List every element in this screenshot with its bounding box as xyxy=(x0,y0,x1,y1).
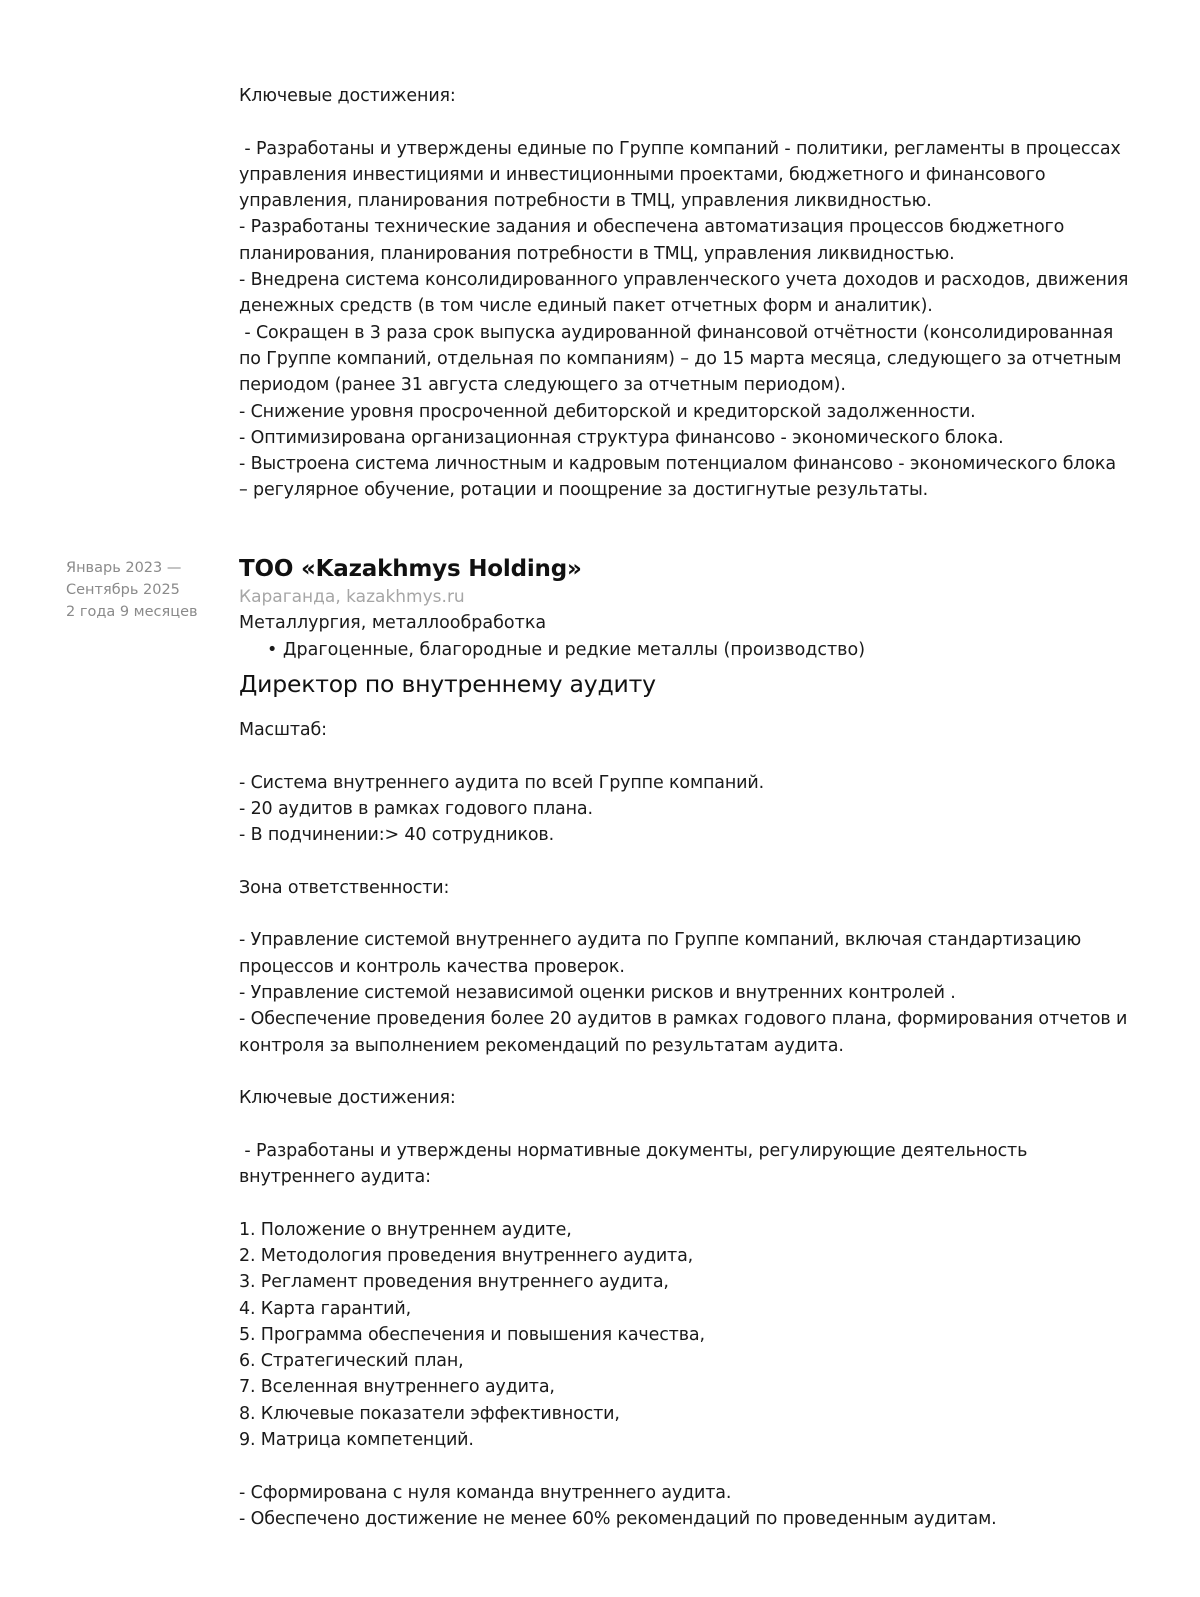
achievement-line: - Внедрена система консолидированного управленческого учета доходов и расходов, движения xyxy=(239,270,1129,291)
responsibility-heading: Зона ответственности: xyxy=(239,877,450,898)
period-end: Сентябрь 2025 xyxy=(66,582,180,598)
responsibility-line: - Управление системой внутреннего аудита по Группе компаний, включая стандартизацию xyxy=(239,930,1082,951)
document-item: 1. Положение о внутреннем аудите, xyxy=(239,1219,572,1240)
period-start: Январь 2023 — xyxy=(66,560,182,576)
achievement-line: управления, планирования потребности в ТМЦ, управления ликвидностью. xyxy=(239,191,932,212)
final-achievement-line: - Сформирована с нуля команда внутреннего аудита. xyxy=(239,1482,732,1503)
period-duration: 2 года 9 месяцев xyxy=(66,604,198,620)
achievements-heading: Ключевые достижения: xyxy=(239,1088,456,1109)
final-achievement-line: - Обеспечено достижение не менее 60% рекомендаций по проведенным аудитам. xyxy=(239,1508,997,1529)
document-item: 4. Карта гарантий, xyxy=(239,1298,411,1319)
achievement-line: - Оптимизирована организационная структура финансово - экономического блока. xyxy=(239,427,1004,448)
scale-line: - В подчинении:> 40 сотрудников. xyxy=(239,825,555,846)
scale-line: - 20 аудитов в рамках годового плана. xyxy=(239,798,593,819)
achievement-line: периодом (ранее 31 августа следующего за отчетным периодом). xyxy=(239,375,846,396)
document-item: 7. Вселенная внутреннего аудита, xyxy=(239,1377,555,1398)
company-name: ТОО «Kazakhmys Holding» xyxy=(239,556,582,582)
scale-heading: Масштаб: xyxy=(239,720,327,740)
achievement-line: - Выстроена система личностным и кадровым потенциалом финансово - экономического блока xyxy=(239,454,1116,475)
achievement-line: планирования, планирования потребности в ТМЦ, управления ликвидностью. xyxy=(239,243,955,264)
document-item: 2. Методология проведения внутреннего аудита, xyxy=(239,1245,694,1266)
responsibility-line: - Обеспечение проведения более 20 аудитов в рамках годового плана, формирования отчетов и xyxy=(239,1009,1128,1030)
achievement-line: - Сокращен в 3 раза срок выпуска аудированной финансовой отчётности (консолидированная xyxy=(239,322,1114,343)
job-description xyxy=(239,717,1139,1532)
position-title: Директор по внутреннему аудиту xyxy=(239,670,656,698)
responsibility-line: - Управление системой независимой оценки рисков и внутренних контролей . xyxy=(239,982,956,1003)
document-item: 8. Ключевые показатели эффективности, xyxy=(239,1403,620,1424)
achievement-line: - Разработаны и утверждены единые по Группе компаний - политики, регламенты в процессах xyxy=(239,138,1121,159)
document-item: 5. Программа обеспечения и повышения качества, xyxy=(239,1324,705,1345)
document-item: 9. Матрица компетенций. xyxy=(239,1430,474,1451)
job-entry xyxy=(239,554,1139,704)
achievement-line: по Группе компаний, отдельная по компаниям) – до 15 марта месяца, следующего за отчетным xyxy=(239,348,1122,369)
company-location: Караганда, kazakhmys.ru xyxy=(239,587,465,607)
responsibility-line: процессов и контроль качества проверок. xyxy=(239,956,625,977)
document-item: 3. Регламент проведения внутреннего аудита, xyxy=(239,1272,669,1293)
achievement-line: – регулярное обучение, ротации и поощрение за достигнутые результаты. xyxy=(239,480,929,501)
document-item: 6. Стратегический план, xyxy=(239,1351,464,1372)
previous-job-achievements xyxy=(239,83,1139,504)
achievements-intro-line: внутреннего аудита: xyxy=(239,1167,431,1188)
company-subindustry: • Драгоценные, благородные и редкие металлы (производство) xyxy=(267,640,866,660)
achievement-line: управления инвестициями и инвестиционными проектами, бюджетного и финансового xyxy=(239,164,1046,185)
achievement-line: - Снижение уровня просроченной дебиторской и кредиторской задолженности. xyxy=(239,401,976,422)
scale-line: - Система внутреннего аудита по всей Группе компаний. xyxy=(239,772,765,793)
company-industry: Металлургия, металлообработка xyxy=(239,613,547,633)
achievement-line: денежных средств (в том числе единый пакет отчетных форм и аналитик). xyxy=(239,296,933,317)
achievements-intro-line: - Разработаны и утверждены нормативные документы, регулирующие деятельность xyxy=(239,1140,1028,1161)
achievements-heading: Ключевые достижения: xyxy=(239,86,456,106)
job-period xyxy=(66,557,226,623)
achievement-line: - Разработаны технические задания и обеспечена автоматизация процессов бюджетного xyxy=(239,217,1065,238)
responsibility-line: контроля за выполнением рекомендаций по результатам аудита. xyxy=(239,1035,844,1056)
